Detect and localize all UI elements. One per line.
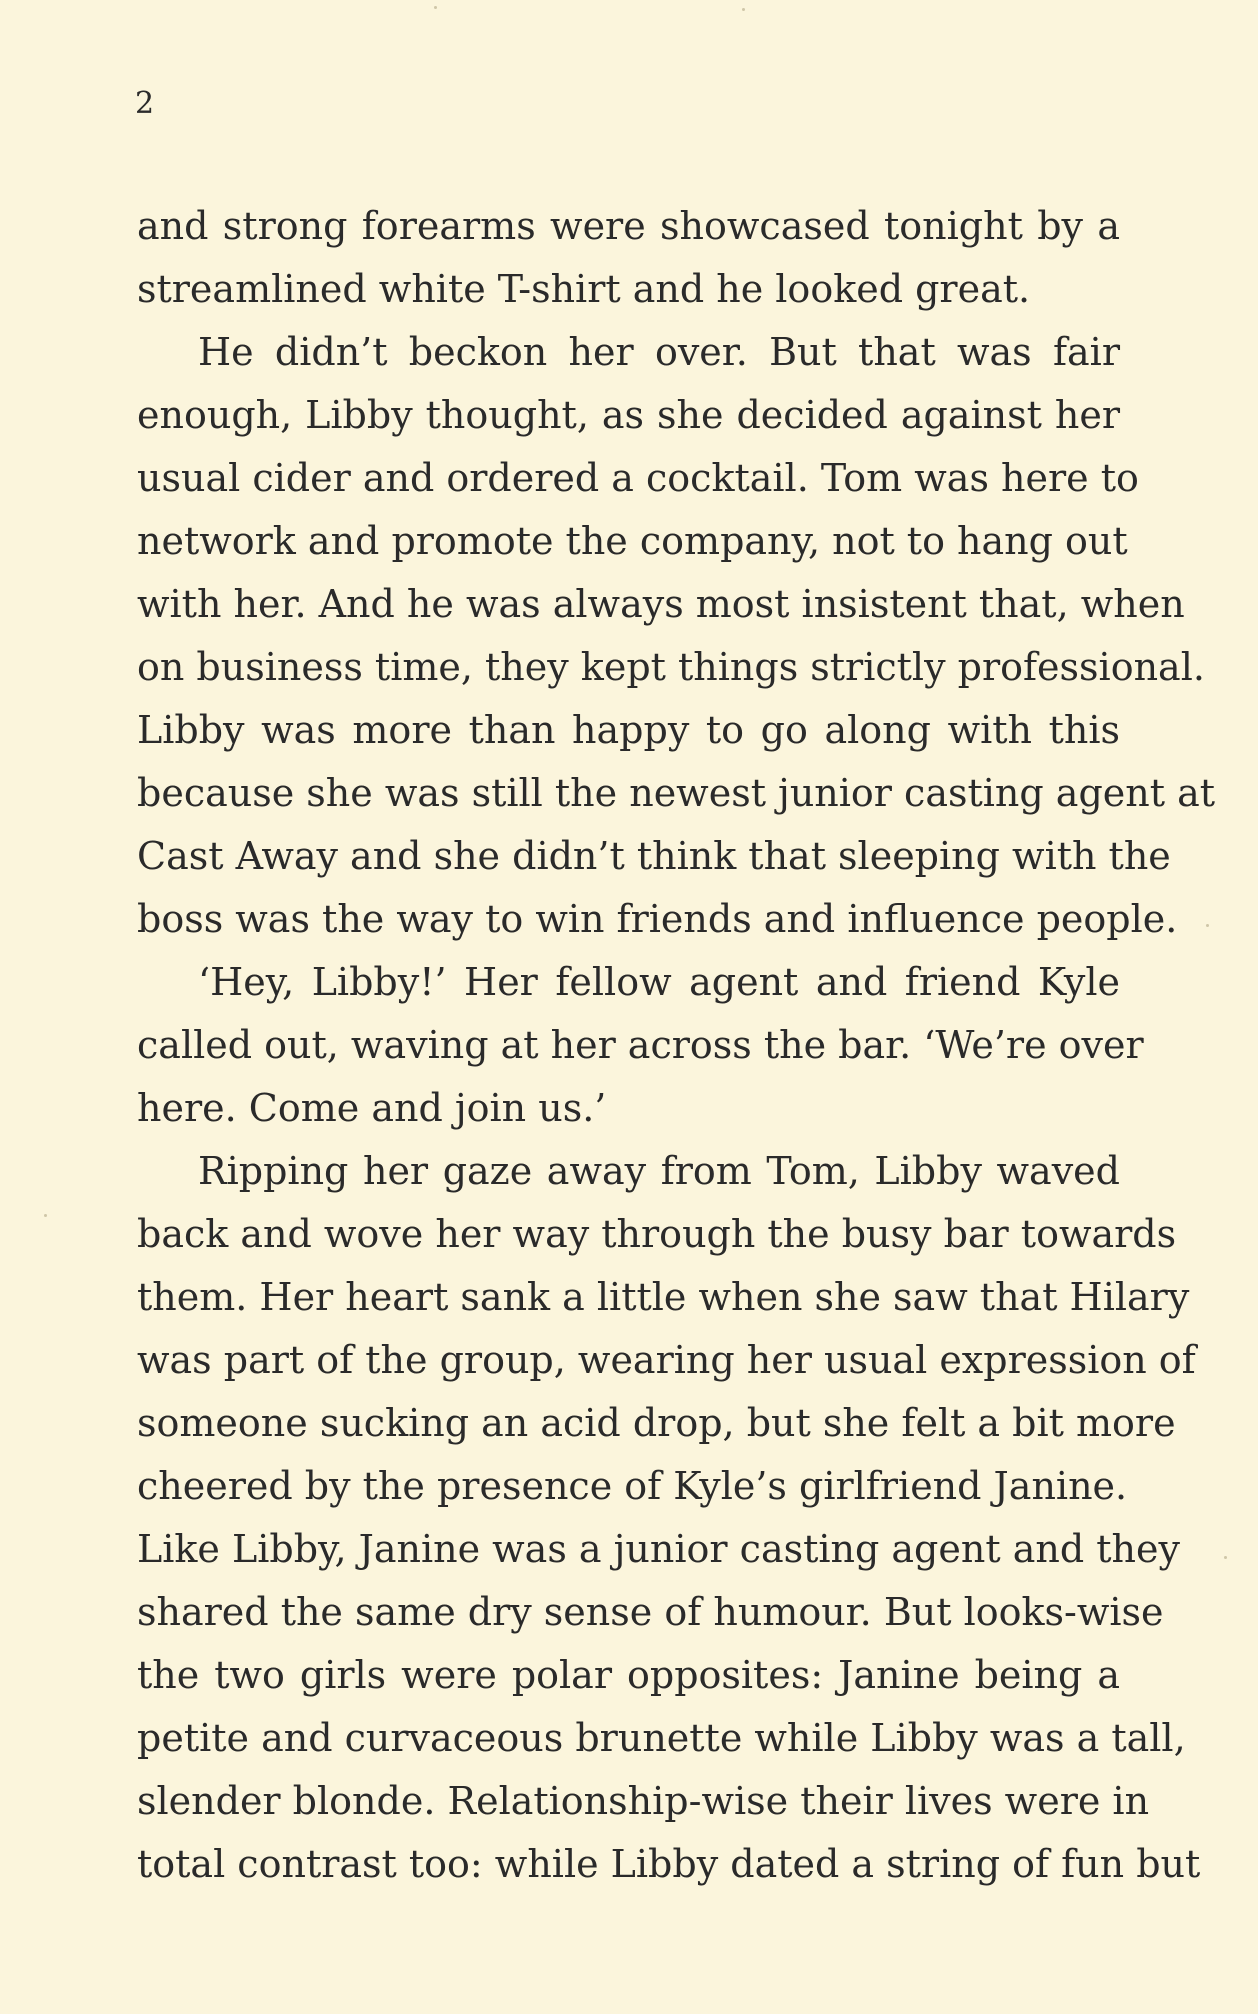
text-line: boss was the way to win friends and influence people. bbox=[137, 897, 1178, 941]
text-line: ‘Hey, Libby!’ Her fellow agent and friend Kyle bbox=[198, 960, 1120, 1004]
text-line: the two girls were polar opposites: Janine being a bbox=[137, 1653, 1120, 1697]
text-line: them. Her heart sank a little when she saw that Hilary bbox=[137, 1275, 1190, 1319]
text-line: total contrast too: while Libby dated a string of fun but bbox=[137, 1842, 1201, 1886]
paper-speck bbox=[1206, 924, 1209, 927]
text-line: cheered by the presence of Kyle’s girlfriend Janine. bbox=[137, 1464, 1128, 1508]
text-line: enough, Libby thought, as she decided against her bbox=[137, 393, 1120, 437]
text-line: and strong forearms were showcased tonight by a bbox=[137, 204, 1120, 248]
text-line: streamlined white T-shirt and he looked great. bbox=[137, 267, 1031, 311]
paper-speck bbox=[434, 6, 437, 9]
text-line: called out, waving at her across the bar. ‘We’re over bbox=[137, 1023, 1144, 1067]
text-line: usual cider and ordered a cocktail. Tom was here to bbox=[137, 456, 1139, 500]
text-line: on business time, they kept things strictly professional. bbox=[137, 645, 1205, 689]
text-line: Ripping her gaze away from Tom, Libby waved bbox=[198, 1149, 1120, 1193]
paper-speck bbox=[742, 8, 745, 11]
text-line: because she was still the newest junior casting agent at bbox=[137, 771, 1216, 815]
text-line: network and promote the company, not to hang out bbox=[137, 519, 1128, 563]
text-line: Libby was more than happy to go along with this bbox=[137, 708, 1120, 752]
body-text bbox=[137, 195, 1216, 1896]
text-line: petite and curvaceous brunette while Libby was a tall, bbox=[137, 1716, 1186, 1760]
text-line: Like Libby, Janine was a junior casting agent and they bbox=[137, 1527, 1180, 1571]
text-line: with her. And he was always most insistent that, when bbox=[137, 582, 1185, 626]
text-line: was part of the group, wearing her usual expression of bbox=[137, 1338, 1196, 1382]
text-line: shared the same dry sense of humour. But looks-wise bbox=[137, 1590, 1164, 1634]
text-line: back and wove her way through the busy bar towards bbox=[137, 1212, 1177, 1256]
page-number: 2 bbox=[135, 86, 155, 121]
text-line: He didn’t beckon her over. But that was fair bbox=[198, 330, 1120, 374]
text-line: someone sucking an acid drop, but she felt a bit more bbox=[137, 1401, 1176, 1445]
paper-speck bbox=[1224, 1556, 1227, 1559]
paper-speck bbox=[44, 1214, 47, 1217]
text-line: here. Come and join us.’ bbox=[137, 1086, 607, 1130]
text-line: slender blonde. Relationship-wise their lives were in bbox=[137, 1779, 1150, 1823]
text-line: Cast Away and she didn’t think that sleeping with the bbox=[137, 834, 1171, 878]
